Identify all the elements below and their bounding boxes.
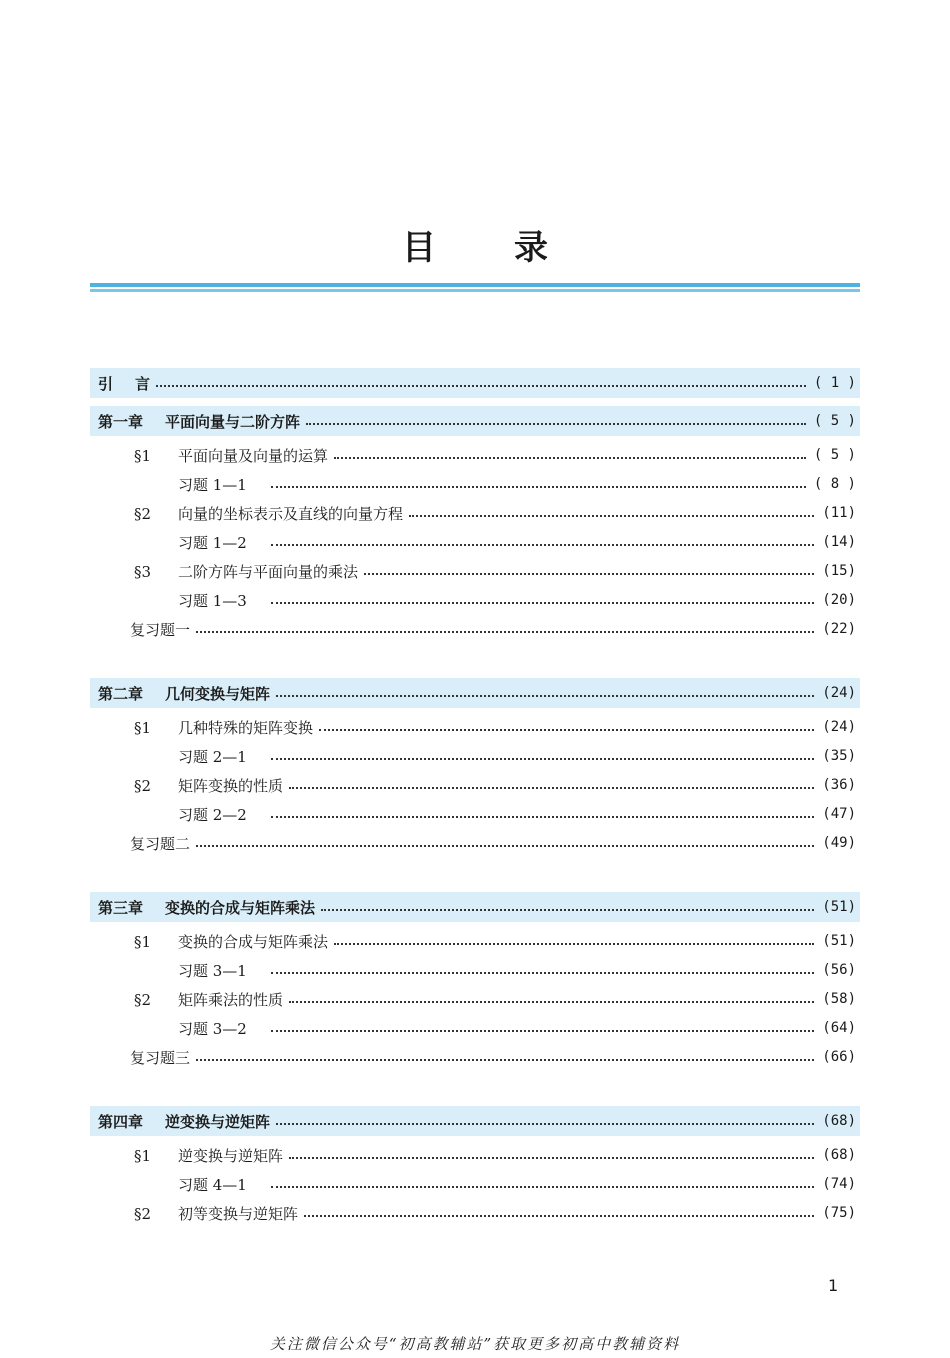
toc-page-ref: (68): [822, 1147, 856, 1163]
toc-entry-title: 习题 3—1: [178, 961, 247, 980]
toc-section-row[interactable]: [90, 985, 860, 1013]
toc-page-ref: (58): [822, 991, 856, 1007]
toc-entry-title: 平面向量及向量的运算: [178, 446, 329, 465]
toc-section-row[interactable]: [90, 771, 860, 799]
toc-page-ref: (51): [822, 933, 856, 949]
toc-dot-leader: [289, 787, 814, 789]
toc-entry-title: 初等变换与逆矩阵: [178, 1204, 299, 1223]
toc-review-row[interactable]: [90, 829, 860, 857]
toc-entry-heading: [90, 746, 247, 767]
toc-dot-leader: [196, 845, 814, 847]
toc-dot-leader: [271, 544, 814, 546]
toc-dot-leader: [364, 573, 814, 575]
toc-entry-heading: [90, 1203, 298, 1224]
toc-entry-title: 复习题一: [130, 620, 191, 639]
toc-entry-heading: [98, 411, 300, 432]
toc-entry-number: 第四章: [98, 1112, 144, 1131]
toc-entry-title: 习题 3—2: [178, 1019, 247, 1038]
toc-dot-leader: [271, 972, 814, 974]
toc-entry-heading: [90, 989, 283, 1010]
toc-page-ref: (11): [822, 505, 856, 521]
page-title-char: 目: [402, 228, 514, 268]
toc-section-row[interactable]: [90, 499, 860, 527]
toc-section-row[interactable]: [90, 1141, 860, 1169]
toc-dot-leader: [271, 602, 814, 604]
toc-entry-number: 第三章: [98, 898, 144, 917]
toc-entry-title: 习题 1—3: [178, 591, 247, 610]
toc-chapter-row[interactable]: [90, 1106, 860, 1136]
toc-chapter-row[interactable]: [90, 368, 860, 398]
toc-entry-heading: [98, 373, 150, 394]
toc-entry-title: 习题 2—2: [178, 805, 247, 824]
toc-page-ref: (56): [822, 962, 856, 978]
toc-entry-heading: [90, 1018, 247, 1039]
toc-entry-heading: [90, 445, 328, 466]
toc-section-row[interactable]: [90, 557, 860, 585]
toc-exercise-row[interactable]: [90, 586, 860, 614]
toc-entry-heading: [90, 775, 283, 796]
toc-page-ref: (68): [822, 1113, 856, 1129]
page-number: 1: [828, 1276, 839, 1295]
toc-page-ref: (24): [822, 719, 856, 735]
toc-entry-title: 习题 1—2: [178, 533, 247, 552]
toc-entry-heading: [90, 1047, 190, 1068]
toc-page-ref: (66): [822, 1049, 856, 1065]
toc-page-ref: (24): [822, 685, 856, 701]
toc-dot-leader: [306, 423, 806, 425]
toc-entry-title: 矩阵乘法的性质: [178, 990, 284, 1009]
toc-dot-leader: [271, 1186, 814, 1188]
toc-entry-title: 言: [135, 374, 151, 393]
toc-entry-title: 逆变换与逆矩阵: [165, 1112, 271, 1131]
toc-entry-heading: [90, 590, 247, 611]
toc-entry-number: §1: [134, 1146, 152, 1165]
toc-page-ref: ( 8 ): [813, 476, 856, 492]
toc-entry-heading: [98, 683, 270, 704]
toc-dot-leader: [334, 457, 806, 459]
toc-exercise-row[interactable]: [90, 528, 860, 556]
toc-entry-title: 习题 4—1: [178, 1175, 247, 1194]
toc-dot-leader: [276, 695, 814, 697]
toc-chapter-row[interactable]: [90, 892, 860, 922]
toc-page-ref: ( 5 ): [813, 447, 856, 463]
toc-entry-title: 平面向量与二阶方阵: [165, 412, 301, 431]
toc-chapter-row[interactable]: [90, 678, 860, 708]
toc-entry-heading: [90, 532, 247, 553]
toc-entry-heading: [90, 503, 403, 524]
toc-dot-leader: [289, 1157, 814, 1159]
toc-page-ref: (35): [822, 748, 856, 764]
toc-dot-leader: [334, 943, 814, 945]
toc-entry-title: 复习题三: [130, 1048, 191, 1067]
toc-review-row[interactable]: [90, 615, 860, 643]
toc-entry-number: §2: [134, 776, 152, 795]
toc-entry-number: §1: [134, 718, 152, 737]
toc-page-ref: (74): [822, 1176, 856, 1192]
toc-page-ref: (47): [822, 806, 856, 822]
toc-chapter-row[interactable]: [90, 406, 860, 436]
toc-exercise-row[interactable]: [90, 742, 860, 770]
toc-entry-number: 引: [98, 374, 114, 393]
toc-entry-heading: [90, 1145, 283, 1166]
toc-entry-title: 几何变换与矩阵: [165, 684, 271, 703]
toc-page-ref: (14): [822, 534, 856, 550]
toc-entry-heading: [90, 804, 247, 825]
toc-section-row[interactable]: [90, 927, 860, 955]
toc-dot-leader: [271, 816, 814, 818]
toc-entry-number: 第二章: [98, 684, 144, 703]
toc-section-row[interactable]: [90, 713, 860, 741]
toc-page-ref: ( 5 ): [813, 413, 856, 429]
toc-entry-number: 第一章: [98, 412, 144, 431]
footer-note: 关注微信公众号“初高教辅站”获取更多初高中教辅资料: [269, 1335, 681, 1353]
toc-dot-leader: [304, 1215, 814, 1217]
toc-dot-leader: [196, 631, 814, 633]
toc-page-ref: (15): [822, 563, 856, 579]
toc-entry-heading: [90, 1174, 247, 1195]
toc-section-row[interactable]: [90, 1199, 860, 1227]
toc-entry-heading: [90, 931, 328, 952]
toc-entry-heading: [90, 717, 313, 738]
toc-dot-leader: [271, 1030, 814, 1032]
toc-dot-leader: [196, 1059, 814, 1061]
toc-dot-leader: [276, 1123, 814, 1125]
toc-entry-title: 复习题二: [130, 834, 191, 853]
toc-exercise-row[interactable]: [90, 956, 860, 984]
toc-entry-number: §1: [134, 446, 152, 465]
toc-dot-leader: [319, 729, 814, 731]
toc-entry-title: 逆变换与逆矩阵: [178, 1146, 284, 1165]
toc-dot-leader: [409, 515, 814, 517]
toc-entry-heading: [98, 897, 315, 918]
toc-page-ref: (22): [822, 621, 856, 637]
toc-exercise-row[interactable]: [90, 800, 860, 828]
toc-entry-number: §2: [134, 990, 152, 1009]
toc-page-ref: (64): [822, 1020, 856, 1036]
toc-entry-title: 二阶方阵与平面向量的乘法: [178, 562, 359, 581]
toc-entry-heading: [90, 561, 358, 582]
toc-page-ref: (75): [822, 1205, 856, 1221]
toc-dot-leader: [321, 909, 814, 911]
toc-dot-leader: [156, 385, 806, 387]
toc-entry-heading: [90, 833, 190, 854]
toc-entry-title: 习题 1—1: [178, 475, 247, 494]
toc-entry-title: 变换的合成与矩阵乘法: [165, 898, 316, 917]
toc-section-row[interactable]: [90, 441, 860, 469]
toc-exercise-row[interactable]: [90, 1014, 860, 1042]
toc-entry-heading: [90, 619, 190, 640]
toc-entry-number: §1: [134, 932, 152, 951]
toc-dot-leader: [289, 1001, 814, 1003]
toc-page-ref: ( 1 ): [813, 375, 856, 391]
toc-page-ref: (36): [822, 777, 856, 793]
toc-entry-title: 几种特殊的矩阵变换: [178, 718, 314, 737]
toc-entry-number: §3: [134, 562, 152, 581]
toc-entry-heading: [90, 474, 247, 495]
toc-exercise-row[interactable]: [90, 470, 860, 498]
toc-entry-heading: [90, 960, 247, 981]
toc-entry-title: 向量的坐标表示及直线的向量方程: [178, 504, 404, 523]
toc-page-ref: (51): [822, 899, 856, 915]
toc-dot-leader: [271, 486, 806, 488]
toc-entry-number: §2: [134, 1204, 152, 1223]
toc-entry-number: §2: [134, 504, 152, 523]
toc-entry-title: 矩阵变换的性质: [178, 776, 284, 795]
toc-exercise-row[interactable]: [90, 1170, 860, 1198]
toc-entry-heading: [98, 1111, 270, 1132]
page-title-char: 录: [514, 228, 626, 268]
toc-page-ref: (49): [822, 835, 856, 851]
toc-review-row[interactable]: [90, 1043, 860, 1071]
toc-entry-title: 习题 2—1: [178, 747, 247, 766]
toc-entry-title: 变换的合成与矩阵乘法: [178, 932, 329, 951]
toc-page-ref: (20): [822, 592, 856, 608]
toc-dot-leader: [271, 758, 814, 760]
